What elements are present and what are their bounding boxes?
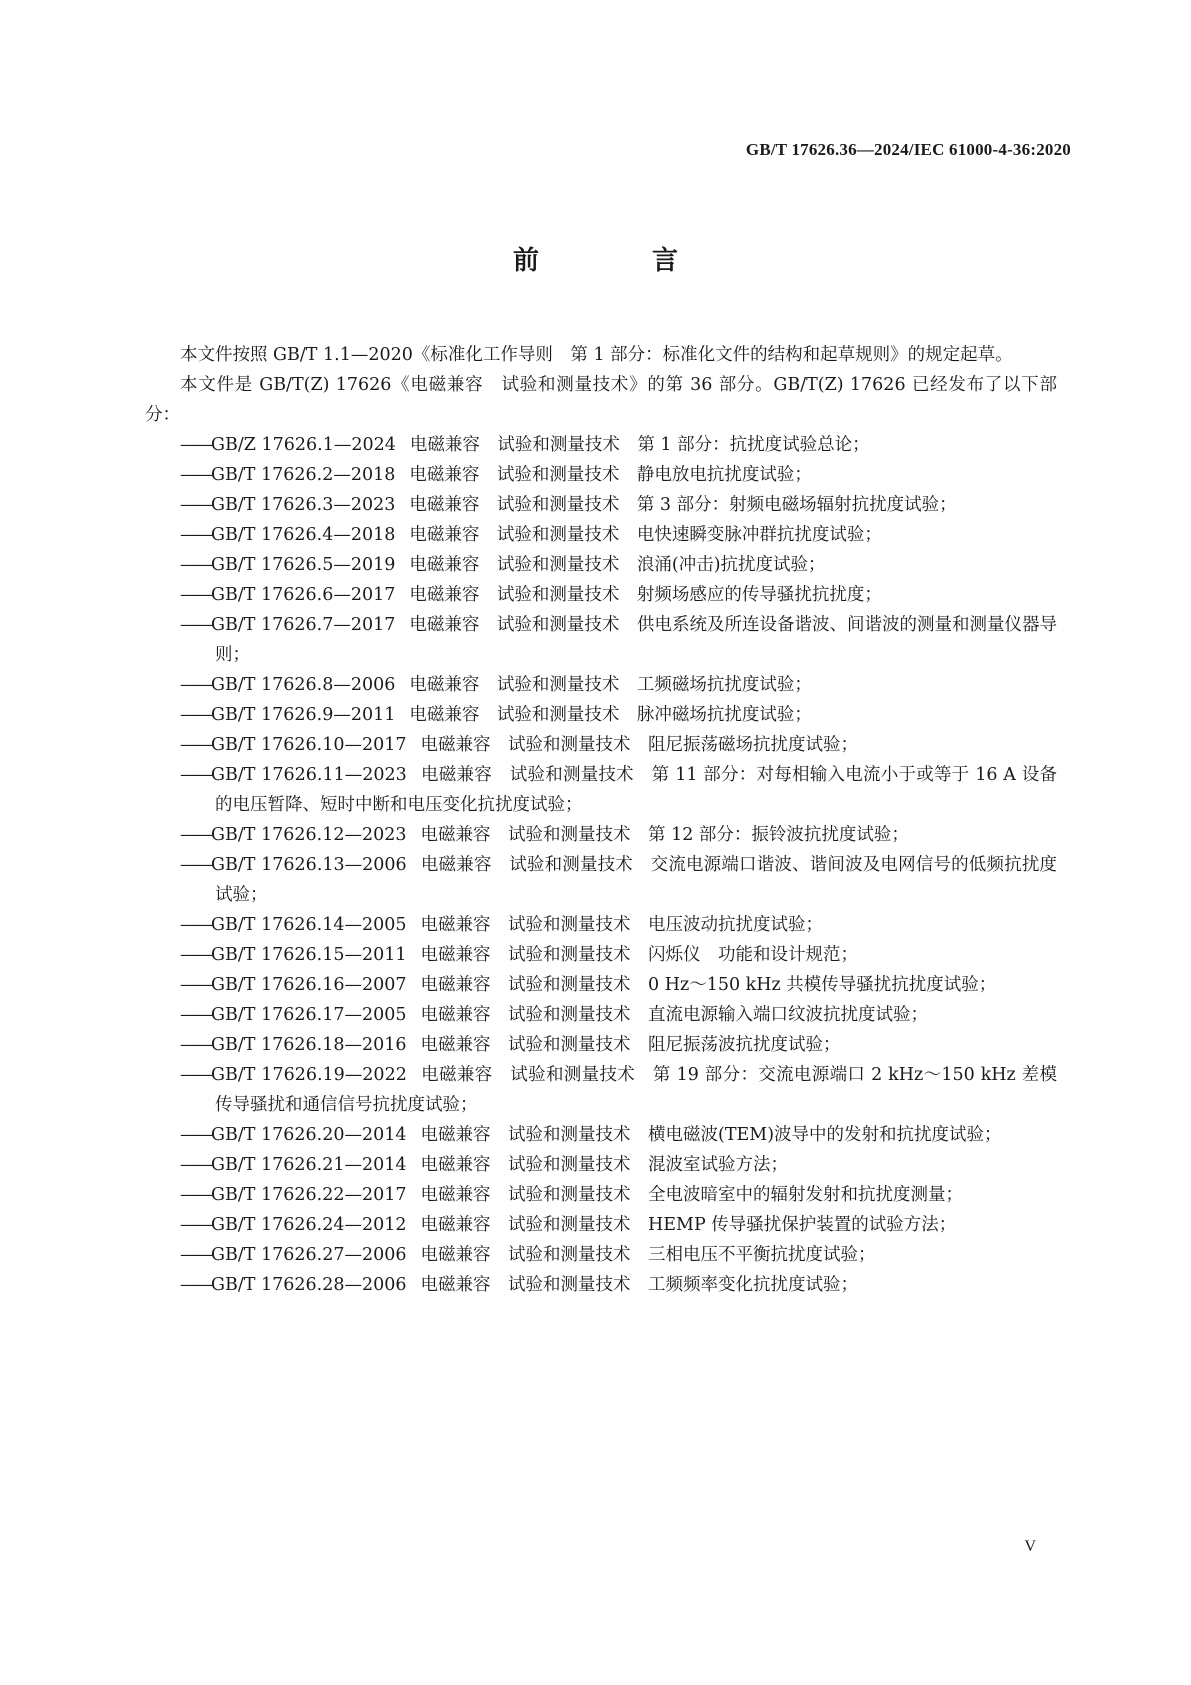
standard-title: 电磁兼容 试验和测量技术 供电系统及所连设备谐波、间谐波的测量和测量仪器导则； [215,615,1058,665]
standard-code: GB/T 17626.3—2023 [211,495,396,515]
standard-code: GB/T 17626.20—2014 [211,1125,407,1145]
standard-code-header: GB/T 17626.36—2024/IEC 61000-4-36:2020 [745,140,1071,159]
list-dash: —— [180,465,211,485]
standard-code: GB/T 17626.10—2017 [211,735,407,755]
standard-title: 电磁兼容 试验和测量技术 静电放电抗扰度试验； [409,465,812,485]
standard-list-item [145,910,1057,940]
standard-list-item [145,580,1057,610]
standard-list-item [145,820,1057,850]
standard-code: GB/T 17626.7—2017 [211,615,396,635]
standard-title: 电磁兼容 试验和测量技术 横电磁波(TEM)波导中的发射和抗扰度试验； [420,1125,1002,1145]
standard-title: 电磁兼容 试验和测量技术 工频磁场抗扰度试验； [409,675,812,695]
standard-code: GB/T 17626.5—2019 [211,555,396,575]
standard-code: GB/T 17626.17—2005 [211,1005,407,1025]
paragraph: 本文件是 GB/T(Z) 17626《电磁兼容 试验和测量技术》的第 36 部分。GB/T(Z) 17626 已经发布了以下部分： [145,375,1057,425]
standard-list-item [145,550,1057,580]
standard-code: GB/T 17626.13—2006 [211,855,407,875]
standard-list-item [145,610,1057,670]
list-dash: —— [180,1185,211,1205]
standard-title: 电磁兼容 试验和测量技术 阻尼振荡波抗扰度试验； [420,1035,841,1055]
standard-list-item [145,1030,1057,1060]
standard-title: 电磁兼容 试验和测量技术 电快速瞬变脉冲群抗扰度试验； [409,525,882,545]
standard-list-item [145,760,1057,820]
standard-list-item [145,1210,1057,1240]
list-dash: —— [180,825,211,845]
list-dash: —— [180,675,211,695]
standard-title: 电磁兼容 试验和测量技术 电压波动抗扰度试验； [420,915,824,935]
standard-code: GB/T 17626.15—2011 [211,945,407,965]
standard-title: 电磁兼容 试验和测量技术 直流电源输入端口纹波抗扰度试验； [420,1005,929,1025]
standard-title: 电磁兼容 试验和测量技术 HEMP 传导骚扰保护装置的试验方法； [420,1215,957,1235]
standard-title: 电磁兼容 试验和测量技术 射频场感应的传导骚扰抗扰度； [409,585,882,605]
standard-code: GB/T 17626.16—2007 [211,975,407,995]
standard-list-item [145,970,1057,1000]
document-body [145,340,1057,1300]
standard-code: GB/T 17626.22—2017 [211,1185,407,1205]
standard-code: GB/T 17626.11—2023 [211,765,407,785]
standard-code: GB/T 17626.4—2018 [211,525,396,545]
list-dash: —— [180,1155,211,1175]
paragraph: 本文件按照 GB/T 1.1—2020《标准化工作导则 第 1 部分：标准化文件的结构和起草规则》的规定起草。 [180,345,1013,365]
standard-code: GB/T 17626.12—2023 [211,825,407,845]
standard-title: 电磁兼容 试验和测量技术 第 11 部分：对每相输入电流小于或等于 16 A 设备的电压暂降、短时中断和电压变化抗扰度试验； [215,765,1057,815]
standard-list-item [145,850,1057,910]
standard-list-item [145,520,1057,550]
list-dash: —— [180,735,211,755]
standard-title: 电磁兼容 试验和测量技术 三相电压不平衡抗扰度试验； [420,1245,876,1265]
list-dash: —— [180,1125,211,1145]
standard-list-item [145,1180,1057,1210]
list-dash: —— [180,1035,211,1055]
standard-code: GB/T 17626.28—2006 [211,1275,407,1295]
list-dash: —— [180,1215,211,1235]
standard-code: GB/T 17626.18—2016 [211,1035,407,1055]
standard-code: GB/T 17626.27—2006 [211,1245,407,1265]
standard-title: 电磁兼容 试验和测量技术 工频频率变化抗扰度试验； [420,1275,859,1295]
list-dash: —— [180,525,211,545]
standards-list [145,430,1057,1300]
standard-title: 电磁兼容 试验和测量技术 闪烁仪 功能和设计规范； [420,945,859,965]
standard-title: 电磁兼容 试验和测量技术 阻尼振荡磁场抗扰度试验； [420,735,859,755]
standard-title: 电磁兼容 试验和测量技术 第 3 部分：射频电磁场辐射抗扰度试验； [409,495,957,515]
standard-title: 电磁兼容 试验和测量技术 混波室试验方法； [420,1155,789,1175]
standard-code: GB/T 17626.19—2022 [211,1065,407,1085]
list-dash: —— [180,555,211,575]
standard-title: 电磁兼容 试验和测量技术 全电波暗室中的辐射发射和抗扰度测量； [420,1185,964,1205]
list-dash: —— [180,915,211,935]
list-dash: —— [180,1245,211,1265]
standard-code: GB/T 17626.21—2014 [211,1155,407,1175]
standard-list-item [145,460,1057,490]
standard-list-item [145,1270,1057,1300]
standard-title: 电磁兼容 试验和测量技术 交流电源端口谐波、谐间波及电网信号的低频抗扰度试验； [215,855,1057,905]
page-number: V [1024,1538,1036,1555]
list-dash: —— [180,435,211,455]
standard-list-item [145,730,1057,760]
standard-title: 电磁兼容 试验和测量技术 浪涌(冲击)抗扰度试验； [409,555,826,575]
standard-list-item [145,430,1057,460]
standard-list-item [145,1060,1057,1120]
standard-title: 电磁兼容 试验和测量技术 0 Hz～150 kHz 共模传导骚扰抗扰度试验； [420,975,997,995]
list-dash: —— [180,855,211,875]
list-dash: —— [180,1275,211,1295]
standard-list-item [145,1240,1057,1270]
standard-code: GB/T 17626.2—2018 [211,465,396,485]
list-dash: —— [180,945,211,965]
standard-list-item [145,670,1057,700]
standard-code: GB/T 17626.9—2011 [211,705,396,725]
standard-title: 电磁兼容 试验和测量技术 脉冲磁场抗扰度试验； [409,705,812,725]
standard-title: 电磁兼容 试验和测量技术 第 12 部分：振铃波抗扰度试验； [420,825,909,845]
standard-list-item [145,700,1057,730]
standard-list-item [145,940,1057,970]
standard-code: GB/T 17626.8—2006 [211,675,396,695]
list-dash: —— [180,1005,211,1025]
standard-code: GB/T 17626.14—2005 [211,915,407,935]
standard-list-item [145,490,1057,520]
list-dash: —— [180,765,211,785]
list-dash: —— [180,705,211,725]
standard-code: GB/T 17626.24—2012 [211,1215,407,1235]
standard-list-item [145,1150,1057,1180]
list-dash: —— [180,615,211,635]
list-dash: —— [180,1065,211,1085]
standard-list-item [145,1000,1057,1030]
list-dash: —— [180,975,211,995]
standard-title: 电磁兼容 试验和测量技术 第 19 部分：交流电源端口 2 kHz～150 kHz 差模传导骚扰和通信信号抗扰度试验； [215,1065,1057,1115]
page-title: 前 言 [512,246,731,276]
list-dash: —— [180,585,211,605]
standard-list-item [145,1120,1057,1150]
standard-code: GB/T 17626.6—2017 [211,585,396,605]
standard-title: 电磁兼容 试验和测量技术 第 1 部分：抗扰度试验总论； [409,435,870,455]
list-dash: —— [180,495,211,515]
standard-code: GB/Z 17626.1—2024 [211,435,396,455]
